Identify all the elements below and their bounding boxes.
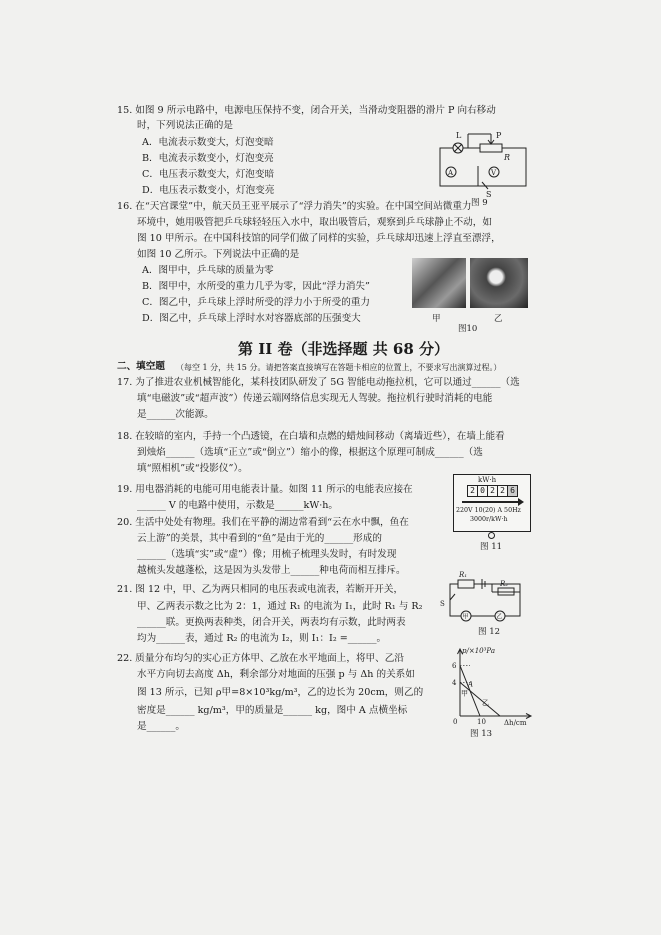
figure-10-photo-yi <box>470 258 528 308</box>
q15-option-b: B．电流表示数变小，灯泡变亮 <box>142 153 274 164</box>
q22-line2: 水平方向切去高度 Δh，剩余部分对地面的压强 p 与 Δh 的关系如 <box>137 669 415 680</box>
figure-10-photo-jia <box>412 258 466 308</box>
part-note: （每空 1 分，共 15 分。请把答案直接填写在答题卡相应的位置上，不要求写出演算过程。） <box>176 363 502 372</box>
fig12-label-yi: 乙 <box>496 613 503 621</box>
q15-option-d: D．电压表示数变小，灯泡变亮 <box>142 185 275 196</box>
fig9-label-r: R <box>504 153 511 162</box>
q16-line3: 图 10 甲所示。在中国科技馆的同学们做了同样的实验，乒乓球却迅速上浮直至漂浮， <box>137 233 501 244</box>
q16-line1: 16. 在“天宫课堂”中，航天员王亚平展示了“浮力消失”的实验。在中国空间站微重力 <box>117 201 472 212</box>
q18-line1: 18. 在较暗的室内，手持一个凸透镜，在白墙和点燃的蜡烛间移动（离墙近些），在墙上能看 <box>117 431 505 442</box>
meter-digit-decimal: 6 <box>508 485 518 497</box>
x-tick-label: 10 <box>477 718 486 726</box>
x-tick-label: 0 <box>453 718 458 726</box>
fig13-caption: 图 13 <box>470 729 493 739</box>
y-axis-label: p/×10³Pa <box>462 647 495 655</box>
figure-9-circuit <box>438 128 538 199</box>
q16-line4: 如图 10 乙所示。下列说法中正确的是 <box>137 249 300 260</box>
q18-line3: 填“照相机”或“投影仪”）。 <box>137 463 248 474</box>
q17-line3: 是______次能源。 <box>137 409 214 420</box>
q20-line4: 越梳头发越蓬松，这是因为头发带上______种电荷而相互排斥。 <box>137 565 406 576</box>
fig9-label-v: V <box>491 169 497 177</box>
part-heading: 二、填空题 <box>117 361 165 372</box>
q22-line1: 22. 质量分布均匀的实心正方体甲、乙放在水平地面上，将甲、乙沿 <box>117 653 404 664</box>
fig9-label-p: P <box>496 131 502 140</box>
q22-line3: 图 13 所示，已知 ρ甲=8×10³kg/m³，乙的边长为 20cm，则乙的 <box>137 687 424 698</box>
meter-arrow <box>462 501 520 503</box>
meter-digit: 2 <box>467 485 478 497</box>
q15-option-c: C．电压表示数变大，灯泡变暗 <box>142 169 275 180</box>
meter-digit: 2 <box>488 485 498 497</box>
q17-line2: 填“电磁波”或“超声波”）传递云端网络信息实现无人驾驶。拖拉机行驶时消耗的电能 <box>137 393 493 404</box>
q16-option-d: D．图乙中，乒乓球上浮时水对容器底部的压强变大 <box>142 313 361 324</box>
fig10-caption: 图10 <box>458 324 478 334</box>
fig9-caption: 图 9 <box>471 198 488 208</box>
q19-line1: 19. 用电器消耗的电能可用电能表计量。如图 11 所示的电能表应接在 <box>117 484 413 495</box>
q15-line2: 时，下列说法正确的是 <box>137 120 233 131</box>
meter-terminal <box>488 532 495 539</box>
figure-12-circuit <box>440 571 528 622</box>
q20-line1: 20. 生活中处处有物理。我们在平静的湖边常看到“云在水中飘，鱼在 <box>117 517 409 528</box>
series-line-2 <box>460 682 500 716</box>
fig10-label-yi: 乙 <box>494 314 503 324</box>
fig12-label-jia: 甲 <box>462 613 469 621</box>
meter-spec-line1: 220V 10(20) A 50Hz <box>456 507 521 514</box>
q18-line2: 到烛焰______（选填“正立”或“倒立”）缩小的像，根据这个原理可制成______（选 <box>137 447 483 458</box>
q22-line4: 密度是______ kg/m³，甲的质量是______ kg，图中 A 点横坐标 <box>137 705 408 716</box>
q17-line1: 17. 为了推进农业机械智能化，某科技团队研发了 5G 智能电动拖拉机，它可以通过______（选 <box>117 377 520 388</box>
q15-line1: 15. 如图 9 所示电路中，电源电压保持不变，闭合开关，当滑动变阻器的滑片 P 向右移动 <box>117 105 496 116</box>
q15-option-a: A．电流表示数变大，灯泡变暗 <box>142 137 274 148</box>
q19-line2: ______ V 的电路中使用，示数是______kW·h。 <box>137 500 339 511</box>
q21-line4: 均为______表，通过 R₂ 的电流为 I₂，则 I₁：I₂ =______。 <box>137 633 387 644</box>
meter-digit: 2 <box>498 485 508 497</box>
fig12-caption: 图 12 <box>478 627 501 637</box>
q16-line2: 环境中，她用吸管把乒乓球轻轻压入水中，取出吸管后，观察到乒乓球静止不动，如 <box>137 217 492 228</box>
meter-unit: kW·h <box>478 476 497 484</box>
fig9-label-l: L <box>456 131 462 140</box>
fig12-label-r1: R₁ <box>459 571 468 579</box>
figure-13-graph <box>438 646 538 727</box>
y-tick-label: 6 <box>452 662 457 671</box>
fig9-label-s: S <box>486 190 492 199</box>
x-axis-label: Δh/cm <box>504 719 527 727</box>
q16-option-a: A．图甲中，乒乓球的质量为零 <box>142 265 274 276</box>
q21-line3: ______联。更换两表种类，闭合开关，两表均有示数，此时两表 <box>137 617 406 628</box>
fig11-caption: 图 11 <box>480 542 503 552</box>
meter-digit: 0 <box>478 485 488 497</box>
figure-11-meter <box>453 474 531 532</box>
fig12-label-s: S <box>440 600 445 608</box>
q21-line2: 甲、乙两表示数之比为 2：1，通过 R₁ 的电流为 I₁，此时 R₁ 与 R₂ <box>137 601 423 612</box>
series-label: 甲 <box>461 689 468 698</box>
q20-line3: ______（选填“实”或“虚”）像；用梳子梳理头发时，有时发现 <box>137 549 397 560</box>
q20-line2: 云上游”的美景，其中看到的“鱼”是由于光的______形成的 <box>137 533 382 544</box>
y-tick-label: 4 <box>452 678 457 687</box>
point-a-label: A <box>468 680 474 689</box>
meter-digits <box>467 485 518 497</box>
q16-option-b: B．图甲中，水所受的重力几乎为零，因此“浮力消失” <box>142 281 370 292</box>
q21-line1: 21. 图 12 中，甲、乙为两只相同的电压表或电流表，若断开开关， <box>117 584 404 595</box>
fig10-label-jia: 甲 <box>432 314 441 324</box>
series-label: 乙 <box>482 698 489 707</box>
meter-spec-line2: 3000r/kW·h <box>470 516 508 523</box>
section-title: 第 II 卷（非选择题 共 68 分） <box>238 340 450 358</box>
fig12-label-r2: R₂ <box>500 580 509 588</box>
meter-arrow-head <box>518 498 524 506</box>
q22-line5: 是______。 <box>137 721 185 732</box>
q16-option-c: C．图乙中，乒乓球上浮时所受的浮力小于所受的重力 <box>142 297 370 308</box>
fig9-label-a: A <box>448 169 454 177</box>
